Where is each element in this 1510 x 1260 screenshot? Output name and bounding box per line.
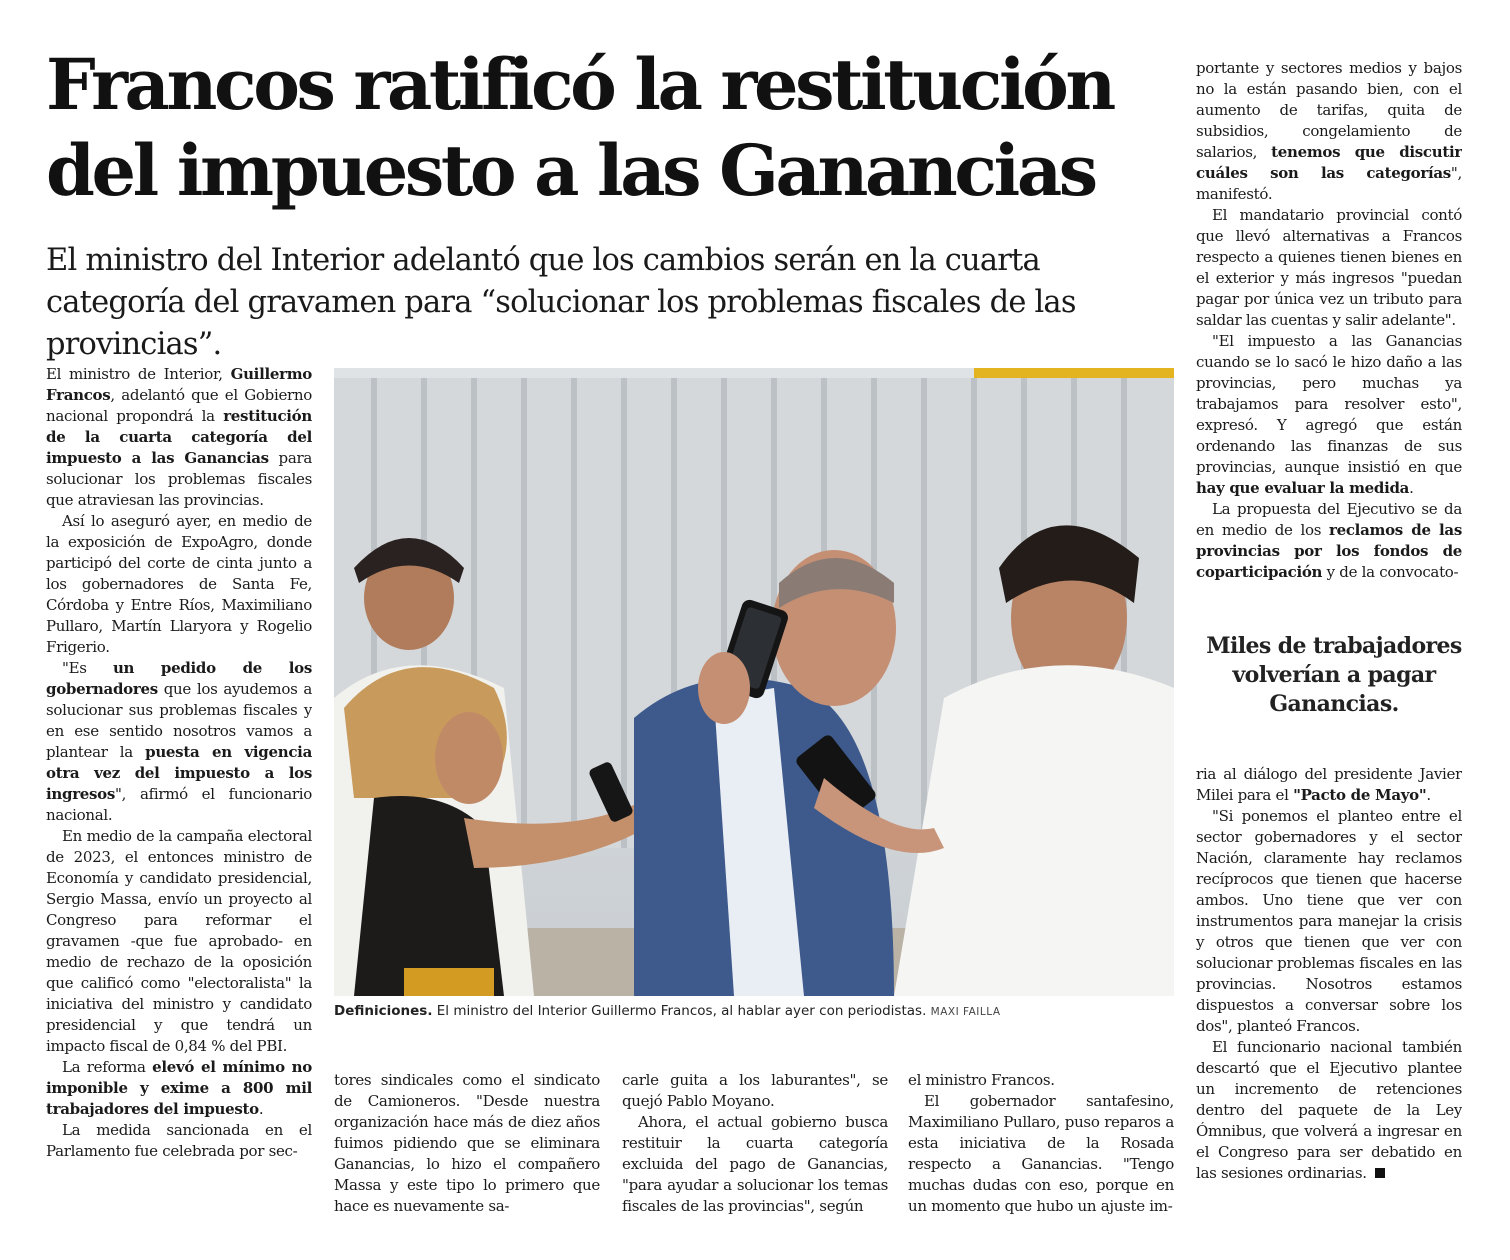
- text-run: .: [1409, 479, 1414, 497]
- paragraph: Así lo aseguró ayer, en medio de la exposición de ExpoAgro, donde participó del corte de cinta junto a los gobernadores de Santa Fe, Córdoba y Entre Ríos, Maximiliano Pullaro, Martín Llaryora y Rogelio Frigerio.: [46, 512, 312, 656]
- bold-run: Guillermo Francos: [46, 365, 312, 404]
- caption-text: El ministro del Interior Guillermo Francos, al hablar ayer con periodistas.: [432, 1003, 927, 1019]
- pull-quote: Miles de trabajadores volverían a pagar Ganancias.: [1206, 633, 1462, 717]
- news-photo: [334, 368, 1174, 996]
- text-run: La propuesta del Ejecutivo se da en medio de los: [1196, 500, 1462, 539]
- paragraph: "Si ponemos el planteo entre el sector gobernadores y el sector Nación, claramente hay reclamos recíprocos que tienen que hacerse ambos. Uno tiene que ver con instrumentos para manejar la crisis y otros que tienen que ver con solucionar problemas fiscales en las provincias. Nosotros estamos dispuestos a conversar sobre los dos", planteó Francos.: [1196, 807, 1462, 1035]
- paragraph: El gobernador santafesino, Maximiliano Pullaro, puso reparos a esta iniciativa de la Rosada respecto a Ganancias. "Tengo muchas dudas con eso, porque en un momento que hubo un ajuste im-: [908, 1092, 1174, 1215]
- article-column-4: [908, 1070, 1174, 1230]
- bold-run: un pedido de los gobernadores: [46, 659, 312, 698]
- text-run: que los ayudemos a solucionar sus problemas fiscales y en ese sentido nosotros vamos a plantear la: [46, 680, 312, 761]
- text-run: La reforma: [62, 1058, 153, 1076]
- paragraph: carle guita a los laburantes", se quejó Pablo Moyano.: [622, 1071, 888, 1110]
- article-column-5b: [1196, 764, 1462, 1226]
- article-column-1: [46, 364, 312, 1226]
- photo-credit: MAXI FAILLA: [930, 1006, 1001, 1018]
- article-column-2: [334, 1070, 600, 1230]
- paragraph: el ministro Francos.: [908, 1071, 1055, 1089]
- text-run: ria al diálogo del presidente Javier Milei para el: [1196, 765, 1462, 804]
- text-run: , adelantó que el Gobierno nacional propondrá la: [46, 386, 312, 425]
- bold-run: puesta en vigencia otra vez del impuesto a los ingresos: [46, 743, 312, 803]
- text-run: portante y sectores medios y bajos no la están pasando bien, con el aumento de tarifas, quita de subsidios, congelamiento de salarios,: [1196, 59, 1462, 161]
- paragraph: [1196, 1037, 1462, 1184]
- text-run: ", manifestó.: [1196, 164, 1462, 203]
- text-run: "Es: [62, 659, 113, 677]
- article-column-3: [622, 1070, 888, 1230]
- bold-run: tenemos que discutir cuáles son las categorías: [1196, 143, 1462, 182]
- text-run: El funcionario nacional también descartó que el Ejecutivo plantee un incremento de retenciones dentro del paquete de la Ley Ómnibus, que volverá a ingresar en el Congreso para ser debatido en las sesiones ordinarias.: [1196, 1038, 1462, 1182]
- paragraph: [46, 658, 312, 826]
- paragraph: [1196, 331, 1462, 499]
- text-run: para solucionar los problemas fiscales que atraviesan las provincias.: [46, 449, 312, 509]
- text-run: "El impuesto a las Ganancias cuando se lo sacó le hizo daño a las provincias, pero muchas ya trabajamos para resolver esto", expresó. Y agregó que están ordenando las finanzas de sus provincias, aunque insistió en que: [1196, 332, 1462, 476]
- paragraph: La medida sancionada en el Parlamento fue celebrada por sec-: [46, 1121, 312, 1160]
- paragraph: [46, 1057, 312, 1120]
- paragraph: Ahora, el actual gobierno busca restituir la cuarta categoría excluida del pago de Ganancias, "para ayudar a solucionar los temas fiscales de las provincias", según: [622, 1113, 888, 1215]
- paragraph: tores sindicales como el sindicato de Camioneros. "Desde nuestra organización hace más de diez años fuimos pidiendo que se eliminara Ganancias, lo hizo el compañero Massa y este tipo lo primero que hace es nuevamente sa-: [334, 1071, 600, 1215]
- bold-run: elevó el mínimo no imponible y exime a 800 mil trabajadores del impuesto: [46, 1058, 312, 1118]
- text-run: El ministro de Interior,: [46, 365, 231, 383]
- subheadline: El ministro del Interior adelantó que los cambios serán en la cuarta categoría del gravamen para “solucionar los problemas fiscales de las provincias”.: [46, 243, 1076, 362]
- bold-run: "Pacto de Mayo": [1293, 786, 1427, 804]
- text-run: y de la convocato-: [1322, 563, 1459, 581]
- paragraph: [1196, 764, 1462, 806]
- article-column-5: [1196, 58, 1462, 608]
- paragraph: En medio de la campaña electoral de 2023, el entonces ministro de Economía y candidato presidencial, Sergio Massa, envío un proyecto al Congreso para reformar el gravamen -que fue aprobado- en medio de rechazo de la oposición que calificó como "electoralista" la iniciativa del ministro y candidato presidencial y que tendrá un impacto fiscal de 0,84 % del PBI.: [46, 827, 312, 1055]
- text-run: .: [258, 1100, 264, 1118]
- bold-run: restitución de la cuarta categoría del impuesto a las Ganancias: [46, 407, 312, 467]
- paragraph: [1196, 58, 1462, 205]
- end-of-article-mark: [1375, 1168, 1385, 1178]
- bold-run: hay que evaluar la medida: [1196, 479, 1410, 497]
- headline: Francos ratificó la restitución del impuesto a las Ganancias: [46, 43, 1113, 212]
- paragraph: [1196, 499, 1462, 583]
- caption-lead: Definiciones.: [334, 1003, 433, 1019]
- bold-run: reclamos de las provincias por los fondos de coparticipación: [1196, 521, 1462, 581]
- paragraph: El mandatario provincial contó que llevó alternativas a Francos respecto a quienes tienen bienes en el exterior y más ingresos "puedan pagar por única vez un tributo para saldar las cuentas y salir adelante".: [1196, 206, 1462, 329]
- photo-caption: [334, 1000, 1174, 1023]
- photo-illustration: [334, 368, 1174, 996]
- text-run: .: [1426, 786, 1431, 804]
- paragraph: [46, 364, 312, 511]
- text-run: ", afirmó el funcionario nacional.: [46, 785, 312, 824]
